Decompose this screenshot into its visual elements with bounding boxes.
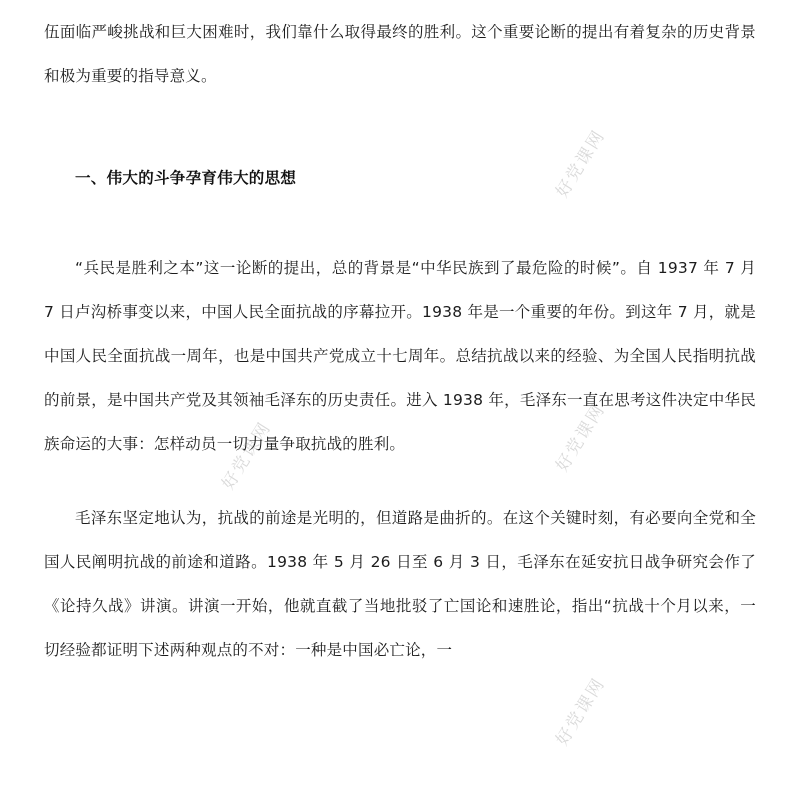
paragraph-section-one-2: 毛泽东坚定地认为，抗战的前途是光明的，但道路是曲折的。在这个关键时刻，有必要向全党和全国人民阐明抗战的前途和道路。1938 年 5 月 26 日至 6 月 3 日，毛泽东在延安抗日战争研究会作了《论持久战》讲演。讲演一开始，他就直截了当地批驳了亡国论和速胜论，指出“抗战十个月以来，一切经验都证明下述两种观点的不对：一种是中国必亡论，一 bbox=[44, 509, 756, 659]
watermark-logo: 好党课网 bbox=[552, 400, 610, 476]
paragraph-spacer bbox=[44, 200, 756, 246]
paragraph-section-one-1: “兵民是胜利之本”这一论断的提出，总的背景是“中华民族到了最危险的时候”。自 1937 年 7 月 7 日卢沟桥事变以来，中国人民全面抗战的序幕拉开。1938 年是一个重要的年份。到这年 7 月，就是中国人民全面抗战一周年，也是中国共产党成立十七周年。总结抗战以来的经验、为全国人民指明抗战的前景，是中国共产党及其领袖毛泽东的历史责任。进入 1938 年，毛泽东一直在思考这件决定中华民族命运的大事：怎样动员一切力量争取抗战的胜利。 bbox=[44, 259, 756, 453]
paragraph-spacer bbox=[44, 466, 756, 496]
watermark-logo: 好党课网 bbox=[552, 126, 610, 202]
watermark-logo: 好党课网 bbox=[218, 418, 276, 494]
section-heading-one: 一、伟大的斗争孕育伟大的思想 bbox=[75, 169, 297, 187]
watermark-logo: 好党课网 bbox=[552, 674, 610, 750]
paragraph-continued-top: 伍面临严峻挑战和巨大困难时，我们靠什么取得最终的胜利。这个重要论断的提出有着复杂的历史背景和极为重要的指导意义。 bbox=[44, 23, 756, 85]
document-body bbox=[44, 10, 756, 672]
paragraph-spacer bbox=[44, 98, 756, 156]
